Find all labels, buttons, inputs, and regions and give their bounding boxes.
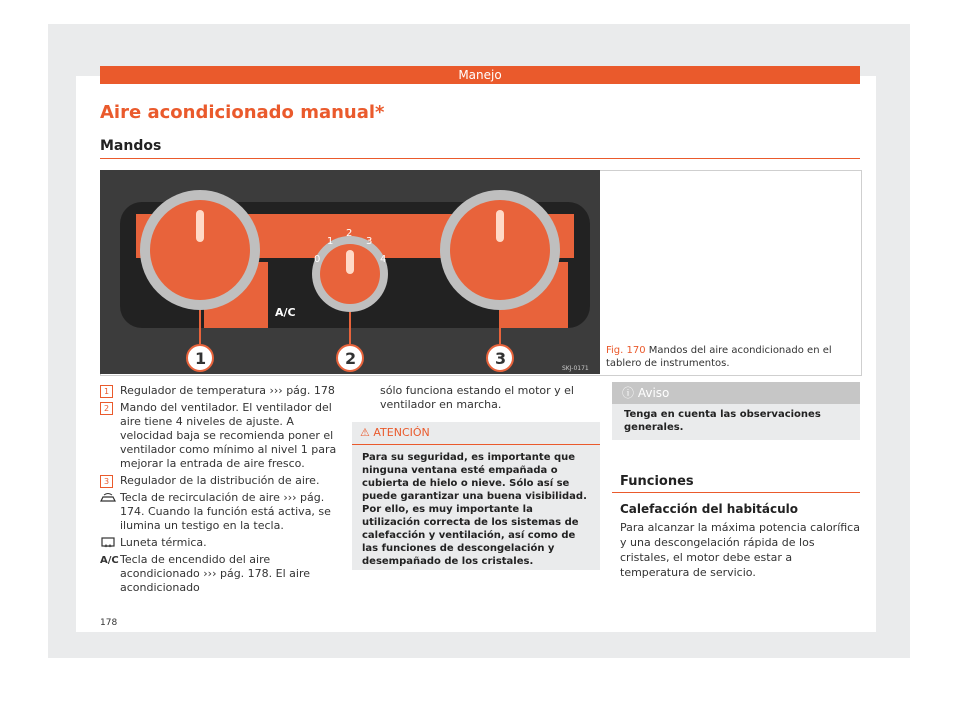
callout-2 [337,345,363,371]
list-item-text: Luneta térmica. [120,536,207,549]
list-item-text: Tecla de recirculación de aire ››› pág. 174. Cuando la función está activa, se ilumina un testigo en la tecla. [120,491,331,532]
list-item [100,401,340,471]
figure-caption [606,344,856,370]
list-item-text: Mando del ventilador. El ventilador del aire tiene 4 niveles de ajuste. A velocidad baja se recomienda poner el ventilador como mínimo al nivel 1 para mejorar la entrada de aire fresco. [120,401,337,470]
column-two-text: sólo funciona estando el motor y el ventilador en marcha. [380,384,574,411]
page-number: 178 [100,618,118,628]
list-item-text: Regulador de temperatura ››› pág. 178 [120,384,335,397]
list-item-text: Regulador de la distribución de aire. [120,474,320,487]
note-title: Aviso [637,386,670,400]
item-number-badge: 2 [100,402,113,415]
air-distribution-knob [440,190,560,310]
svg-text:3: 3 [495,349,507,368]
figure-number: Fig. 170 [606,345,646,356]
list-item [100,474,340,488]
subsection-title: Mandos [100,138,162,154]
section-title: Aire acondicionado manual* [100,102,385,123]
ac-button-label: A/C [275,306,296,319]
item-number-badge: 3 [100,475,113,488]
svg-text:2: 2 [345,349,357,368]
ac-icon: A/C [100,555,119,566]
svg-text:1: 1 [195,349,207,368]
warning-text: Para su seguridad, es importante que ninguna ventana esté empañada o cubierta de hielo o nieve. Sólo así se puede garantizar una buena visibilidad. Por ello, es muy importante la utilización correcta de los sistemas de calefacción y ventilación, así como de las funciones de descongelación y desempañado de los cristales. [362,452,587,567]
list-item [100,384,340,398]
fan-scale-4: 4 [380,254,387,265]
list-item [100,553,340,595]
item-number-badge: 1 [100,385,113,398]
note-text: Tenga en cuenta las observaciones generales. [624,409,821,433]
list-item [100,536,340,550]
callout-1 [187,345,213,371]
climate-control-photo [100,170,600,374]
note-header [612,382,860,404]
temperature-knob [140,190,260,310]
functions-title: Funciones [620,474,694,489]
info-icon: ⓘ [622,386,635,400]
list-item [100,491,340,533]
functions-body: Para alcanzar la máxima potencia calorífica y una descongelación rápida de los cristales, el motor debe estar a temperatura de servicio. [620,521,860,579]
subsection-divider [100,158,860,159]
warning-header [352,422,600,445]
fan-scale-1: 1 [327,236,334,247]
fan-scale-0: 0 [314,254,321,265]
warning-box [352,422,600,570]
chapter-header: Manejo [100,66,860,84]
rear-defrost-icon [100,537,116,549]
controls-list [100,384,340,598]
fan-scale-2: 2 [346,228,353,239]
note-box [612,382,860,440]
warning-triangle-icon: ⚠ [360,426,370,439]
callout-3 [487,345,513,371]
list-item-text: Tecla de encendido del aire acondicionado ››› pág. 178. El aire acondicionado [120,553,311,594]
functions-divider [612,492,860,493]
figure-caption-text: Mandos del aire acondicionado en el tablero de instrumentos. [606,345,832,369]
image-code: SKJ-0171 [562,365,589,372]
car-recirculation-icon [100,492,116,504]
warning-title: ATENCIÓN [373,426,430,439]
fan-scale-3: 3 [366,236,373,247]
functions-subtitle: Calefacción del habitáculo [620,502,798,516]
